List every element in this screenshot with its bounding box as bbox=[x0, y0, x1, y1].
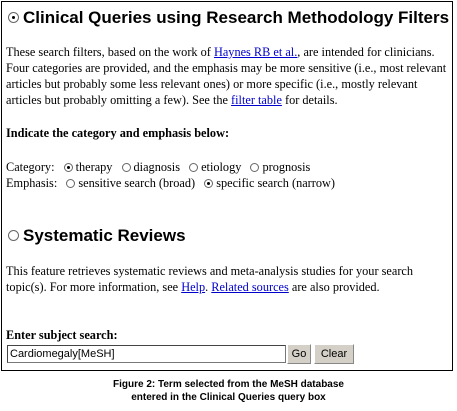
emphasis-row bbox=[6, 176, 335, 191]
prognosis-radio[interactable] bbox=[250, 163, 259, 172]
category-row bbox=[6, 160, 310, 175]
emphasis-sensitive[interactable] bbox=[66, 176, 195, 191]
intro-text-3: for details. bbox=[281, 93, 338, 107]
specific-radio[interactable] bbox=[204, 179, 213, 188]
clinical-queries-intro bbox=[6, 44, 452, 108]
therapy-radio[interactable] bbox=[64, 163, 73, 172]
systematic-reviews-desc bbox=[6, 263, 452, 295]
search-input[interactable]: Cardiomegaly[MeSH] bbox=[7, 345, 286, 363]
systematic-reviews-radio[interactable] bbox=[8, 230, 19, 241]
systematic-reviews-heading bbox=[8, 226, 186, 246]
clear-button[interactable]: Clear bbox=[314, 344, 354, 364]
sr-text-2: . bbox=[205, 280, 212, 294]
diagnosis-label: diagnosis bbox=[133, 160, 180, 174]
category-label: Category: bbox=[6, 160, 55, 174]
help-link[interactable]: Help bbox=[181, 280, 206, 294]
systematic-reviews-title: Systematic Reviews bbox=[23, 226, 186, 245]
emphasis-label: Emphasis: bbox=[6, 176, 58, 190]
page-frame bbox=[1, 1, 453, 371]
intro-text-1: These search filters, based on the work of bbox=[6, 45, 214, 59]
filter-table-link[interactable]: filter table bbox=[231, 93, 282, 107]
diagnosis-radio[interactable] bbox=[122, 163, 131, 172]
specific-label: specific search (narrow) bbox=[216, 176, 335, 190]
clinical-queries-radio[interactable] bbox=[8, 12, 19, 23]
search-label: Enter subject search: bbox=[6, 328, 118, 342]
therapy-label: therapy bbox=[75, 160, 113, 174]
figure-caption-line1: Figure 2: Term selected from the MeSH database bbox=[113, 379, 344, 390]
category-prognosis[interactable] bbox=[250, 160, 310, 175]
sensitive-label: sensitive search (broad) bbox=[78, 176, 196, 190]
related-sources-link[interactable]: Related sources bbox=[211, 280, 289, 294]
prognosis-label: prognosis bbox=[262, 160, 311, 174]
figure-caption-line2: entered in the Clinical Queries query box bbox=[131, 392, 326, 403]
intro-text-2: , are intended for clinicians. Four categories are provided, and the emphasis may be more sensitive (i.e., most relevant articles but probably some less relevant ones) or more specific (i.e., mostly relevant articles but probably omitting a few). See the bbox=[6, 45, 447, 107]
etiology-label: etiology bbox=[201, 160, 242, 174]
category-diagnosis[interactable] bbox=[122, 160, 180, 175]
emphasis-specific[interactable] bbox=[204, 176, 335, 191]
category-therapy[interactable] bbox=[64, 160, 113, 175]
indicate-label: Indicate the category and emphasis below: bbox=[6, 126, 230, 140]
clinical-queries-title: Clinical Queries using Research Methodology Filters bbox=[23, 8, 450, 27]
category-etiology[interactable] bbox=[189, 160, 241, 175]
sensitive-radio[interactable] bbox=[66, 179, 75, 188]
go-button[interactable]: Go bbox=[287, 344, 311, 364]
etiology-radio[interactable] bbox=[189, 163, 198, 172]
sr-text-1: This feature retrieves systematic reviews and meta-analysis studies for your search topic(s). For more information, see bbox=[6, 264, 414, 294]
sr-text-3: are also provided. bbox=[288, 280, 380, 294]
clinical-queries-heading bbox=[8, 8, 449, 28]
haynes-link[interactable]: Haynes RB et al. bbox=[213, 45, 298, 59]
